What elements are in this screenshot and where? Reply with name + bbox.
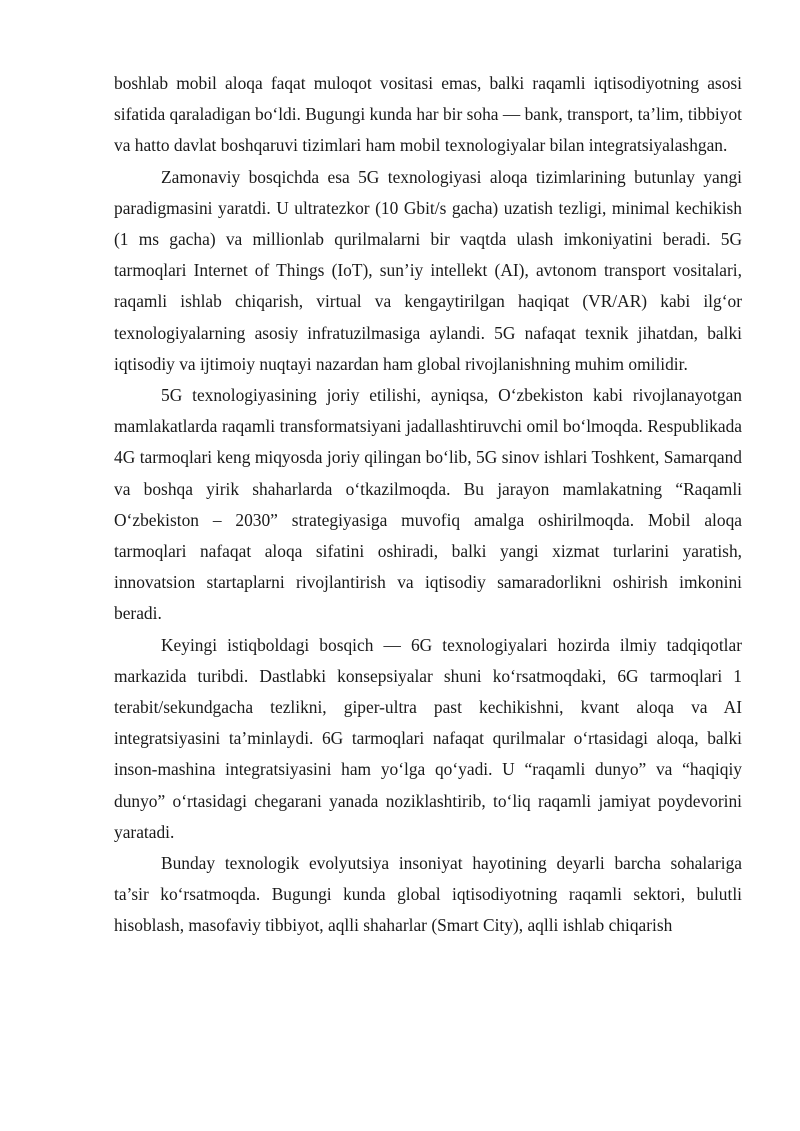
document-page: [114, 68, 742, 942]
paragraph-tech-evolution: Bunday texnologik evolyutsiya insoniyat hayotining deyarli barcha sohalariga ta’sir ko‘rsatmoqda. Bugungi kunda global iqtisodiyotning raqamli sektori, bulutli hisoblash, masofaviy tibbiyot, aqlli shaharlar (Smart City), aqlli ishlab chiqarish: [114, 853, 742, 936]
paragraph-5g-uzbekistan: 5G texnologiyasining joriy etilishi, ayniqsa, O‘zbekiston kabi rivojlanayotgan mamlakatlarda raqamli transformatsiyani jadallashtiruvchi omil bo‘lmoqda. Respublikada 4G tarmoqlari keng miqyosda joriy qilingan bo‘lib, 5G sinov ishlari Toshkent, Samarqand va boshqa yirik shaharlarda o‘tkazilmoqda. Bu jarayon mamlakatning “Raqamli O‘zbekiston – 2030” strategiyasiga muvofiq amalga oshirilmoqda. Mobil aloqa tarmoqlari nafaqat aloqa sifatini oshiradi, balki yangi xizmat turlarini yaratish, innovatsion startaplarni rivojlantirish va iqtisodiy samaradorlikni oshirish imkonini beradi.: [114, 385, 742, 624]
paragraph-continuation: boshlab mobil aloqa faqat muloqot vositasi emas, balki raqamli iqtisodiyotning asosi sifatida qaraladigan bo‘ldi. Bugungi kunda har bir soha — bank, transport, ta’lim, tibbiyot va hatto davlat boshqaruvi tizimlari ham mobil texnologiyalar bilan integratsiyalashgan.: [114, 73, 742, 156]
paragraph-5g-paradigm: Zamonaviy bosqichda esa 5G texnologiyasi aloqa tizimlarining butunlay yangi paradigmasini yaratdi. U ultratezkor (10 Gbit/s gacha) uzatish tezligi, minimal kechikish (1 ms gacha) va millionlab qurilmalarni bir vaqtda ulash imkoniyatini beradi. 5G tarmoqlari Internet of Things (IoT), sun’iy intellekt (AI), avtonom transport vositalari, raqamli ishlab chiqarish, virtual va kengaytirilgan haqiqat (VR/AR) kabi ilg‘or texnologiyalarning asosiy infratuzilmasiga aylandi. 5G nafaqat texnik jihatdan, balki iqtisodiy va ijtimoiy nuqtayi nazardan ham global rivojlanishning muhim omilidir.: [114, 166, 742, 374]
paragraph-6g-research: Keyingi istiqboldagi bosqich — 6G texnologiyalari hozirda ilmiy tadqiqotlar markazida turibdi. Dastlabki konsepsiyalar shuni ko‘rsatmoqdaki, 6G tarmoqlari 1 terabit/sekundgacha tezlikni, giper-ultra past kechikishni, kvant aloqa va AI integratsiyasini ta’minlaydi. 6G tarmoqlari nafaqat qurilmalar o‘rtasidagi aloqa, balki inson-mashina integratsiyasini ham yo‘lga qo‘yadi. U “raqamli dunyo” va “haqiqiy dunyo” o‘rtasidagi chegarani yanada noziklashtirib, to‘liq raqamli jamiyat poydevorini yaratadi.: [114, 634, 742, 842]
